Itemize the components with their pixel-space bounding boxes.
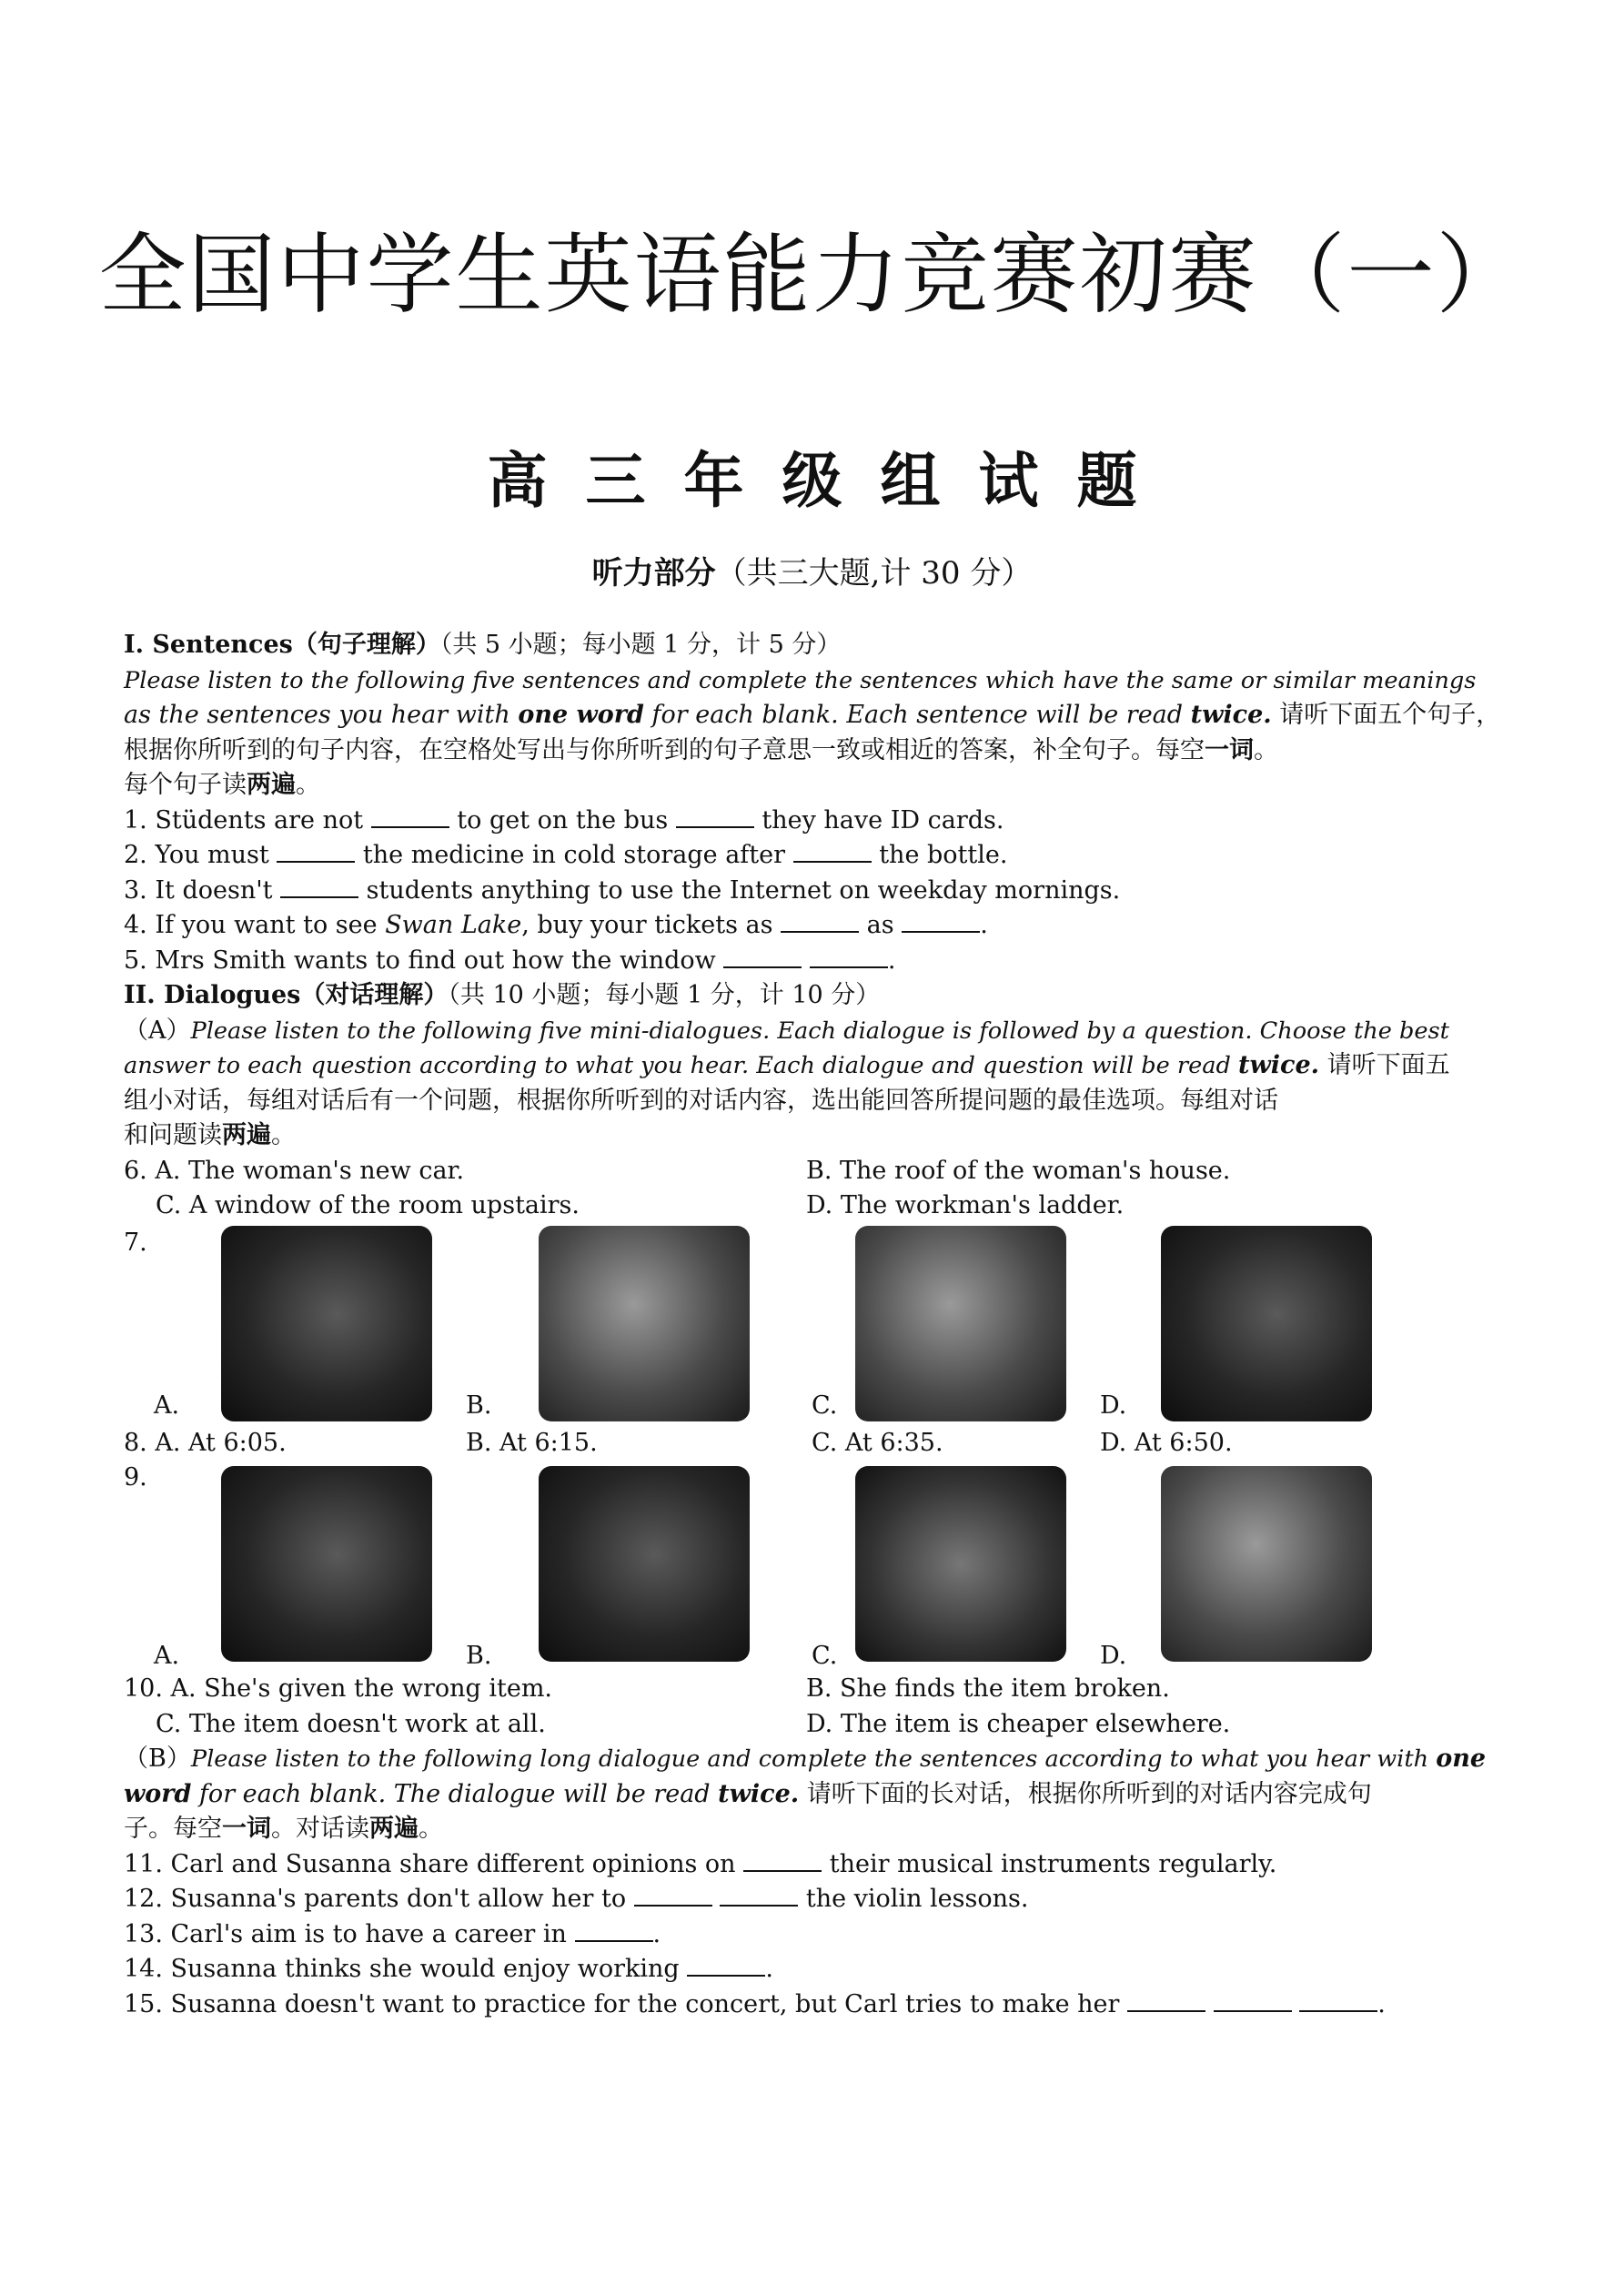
instr-text: answer to each question according to what you hear. Each dialogue and question will be read xyxy=(124,1052,1239,1079)
answer-blank[interactable] xyxy=(720,1883,798,1907)
instr-label: （A） xyxy=(124,1016,191,1045)
picture-9c[interactable] xyxy=(855,1466,1066,1662)
question-13 xyxy=(124,1917,1438,1953)
section1-instruction-line1: Please listen to the following five sentences and complete the sentences which have the same or similar meanings xyxy=(124,666,1477,694)
option-label-9d: D. xyxy=(1100,1641,1127,1670)
section2-heading-cn: （对话理解） xyxy=(300,981,449,1009)
answer-blank[interactable] xyxy=(1299,1988,1377,2012)
option-label-9a: A. xyxy=(154,1641,180,1670)
instr-cn-bold: 两遍 xyxy=(369,1815,419,1843)
option-10d[interactable]: D. The item is cheaper elsewhere. xyxy=(806,1709,1231,1738)
q-text: as xyxy=(859,911,903,939)
instr-text: for each blank. The dialogue will be read xyxy=(191,1779,719,1808)
section2a-instruction-line1 xyxy=(124,1014,1449,1049)
picture-9a[interactable] xyxy=(221,1466,432,1662)
instr-cn: 。对话读 xyxy=(271,1815,369,1843)
instr-cn: 根据你所听到的句子内容，在空格处写出与你所听到的句子意思一致或相近的答案，补全句子。每空 xyxy=(124,735,1205,764)
instr-cn: 。 xyxy=(1254,735,1278,764)
question-9-number: 9. xyxy=(124,1463,147,1492)
section1-heading-rest: （共 5 小题；每小题 1 分，计 5 分） xyxy=(439,631,842,659)
picture-7a[interactable] xyxy=(221,1226,432,1421)
q-text: they have ID cards. xyxy=(753,805,1004,834)
question-6-row1 xyxy=(124,1154,1438,1189)
answer-blank[interactable] xyxy=(902,909,980,933)
section1-instruction-line2 xyxy=(124,698,1501,733)
answer-blank[interactable] xyxy=(676,804,754,828)
main-title: 全国中学生英语能力竞赛初赛（一） xyxy=(98,224,1526,326)
picture-7b[interactable] xyxy=(539,1226,750,1421)
instr-bold: word xyxy=(124,1779,192,1808)
instr-cn: 。 xyxy=(419,1815,443,1843)
section2-heading xyxy=(124,978,1438,1014)
option-label-9c: C. xyxy=(812,1641,838,1670)
answer-blank[interactable] xyxy=(575,1918,653,1942)
q-text: , buy your tickets as xyxy=(521,911,782,939)
question-7-number: 7. xyxy=(124,1228,147,1257)
option-8d[interactable]: D. At 6:50. xyxy=(1100,1428,1233,1457)
section2-heading-en: II. Dialogues xyxy=(124,981,301,1009)
question-7-pictures xyxy=(124,1226,1438,1422)
option-6c[interactable]: C. A window of the room upstairs. xyxy=(156,1191,580,1219)
question-1 xyxy=(124,804,1438,839)
option-8c[interactable]: C. At 6:35. xyxy=(812,1428,943,1457)
question-9-pictures xyxy=(124,1461,1438,1672)
question-10-row2 xyxy=(124,1707,1438,1743)
q-text: 5. Mrs Smith wants to find out how the window xyxy=(124,946,724,975)
section2b-instruction-line3 xyxy=(124,1812,1438,1847)
q-text: . xyxy=(980,911,988,939)
section2a-instruction-line2 xyxy=(124,1048,1450,1084)
section2b-instruction-line1 xyxy=(124,1742,1487,1777)
picture-9d[interactable] xyxy=(1161,1466,1372,1662)
part-title-rest: （共三大题,计 30 分） xyxy=(715,555,1033,592)
q-text: students anything to use the Internet on weekday mornings. xyxy=(358,875,1121,905)
section1-heading xyxy=(124,628,1438,663)
instr-cn: 每个句子读 xyxy=(124,771,247,799)
q-text: 15. Susanna doesn't want to practice for the concert, but Carl tries to make her xyxy=(124,1989,1128,2018)
instr-text: Please listen to the following five mini-dialogues. Each dialogue is followed by a question. Choose the best xyxy=(190,1017,1449,1045)
q-text: 14. Susanna thinks she would enjoy working xyxy=(124,1955,688,1983)
answer-blank[interactable] xyxy=(277,839,355,863)
section2b-instruction-line2 xyxy=(124,1777,1438,1813)
instr-cn-bold: 一词 xyxy=(1205,735,1254,764)
q-text: their musical instruments regularly. xyxy=(822,1849,1277,1878)
option-label-7d: D. xyxy=(1100,1391,1127,1420)
q-text: . xyxy=(887,946,896,975)
answer-blank[interactable] xyxy=(1127,1988,1205,2012)
q-text: 1. Stüdents are not xyxy=(124,805,371,834)
instr-cn-bold: 两遍 xyxy=(247,771,296,799)
q-title-italic: Swan Lake xyxy=(385,911,522,939)
option-6d[interactable]: D. The workman's ladder. xyxy=(806,1191,1125,1219)
section1-heading-en: I. Sentences xyxy=(124,631,293,659)
question-10-row1 xyxy=(124,1672,1438,1707)
q-text: 4. If you want to see xyxy=(124,911,386,939)
option-8b[interactable]: B. At 6:15. xyxy=(466,1428,598,1457)
instr-cn: 请听下面五个句子， xyxy=(1271,701,1501,729)
section2a-instruction-line4 xyxy=(124,1118,1438,1154)
option-6b[interactable]: B. The roof of the woman's house. xyxy=(806,1156,1231,1185)
answer-blank[interactable] xyxy=(793,839,872,863)
instr-cn: 和问题读 xyxy=(124,1121,222,1149)
question-8 xyxy=(124,1426,1438,1462)
part-title xyxy=(0,555,1624,592)
q-text: . xyxy=(765,1955,773,1983)
section2-heading-rest: （共 10 小题；每小题 1 分，计 10 分） xyxy=(448,981,881,1009)
option-label-7a: A. xyxy=(154,1391,180,1420)
section1-instruction-line4 xyxy=(124,768,1438,804)
option-label-7b: B. xyxy=(466,1391,492,1420)
instr-text: as the sentences you hear with xyxy=(124,701,519,729)
question-2 xyxy=(124,838,1438,874)
answer-blank[interactable] xyxy=(723,945,802,968)
option-10b[interactable]: B. She finds the item broken. xyxy=(806,1674,1170,1703)
question-12 xyxy=(124,1882,1438,1917)
instr-cn-bold: 两遍 xyxy=(222,1121,271,1149)
instr-cn: 。 xyxy=(271,1121,296,1149)
q-text: the violin lessons. xyxy=(798,1885,1029,1913)
question-14 xyxy=(124,1952,1438,1988)
answer-blank[interactable] xyxy=(634,1883,712,1907)
q-text: 2. You must xyxy=(124,841,277,869)
instr-bold: one xyxy=(1436,1745,1487,1773)
section1-instruction-line3 xyxy=(124,733,1438,769)
answer-blank[interactable] xyxy=(687,1953,765,1977)
question-3 xyxy=(124,874,1438,909)
instr-text: Please listen to the following long dialogue and complete the sentences according to what you hear with xyxy=(190,1745,1437,1773)
picture-7c[interactable] xyxy=(855,1226,1066,1421)
instr-bold: twice. xyxy=(718,1779,800,1808)
q-text: 3. It doesn't xyxy=(124,875,281,905)
picture-9b[interactable] xyxy=(539,1466,750,1662)
instr-bold: twice. xyxy=(1190,701,1272,729)
instr-text: for each blank. Each sentence will be read xyxy=(643,701,1191,729)
answer-blank[interactable] xyxy=(371,804,449,828)
option-label-7c: C. xyxy=(812,1391,838,1420)
option-label-9b: B. xyxy=(466,1641,492,1670)
instr-cn: 请听下面五 xyxy=(1319,1051,1450,1079)
section1-heading-cn: （句子理解） xyxy=(292,631,440,659)
q-text: 11. Carl and Susanna share different opinions on xyxy=(124,1849,744,1878)
option-6a[interactable]: 6. A. The woman's new car. xyxy=(124,1156,465,1185)
sub-title: 高三年级组试题 xyxy=(487,445,1175,516)
instr-bold: one word xyxy=(518,701,644,729)
question-15 xyxy=(124,1988,1438,2023)
q-text: 13. Carl's aim is to have a career in xyxy=(124,1919,575,1948)
question-5 xyxy=(124,944,1438,979)
answer-blank[interactable] xyxy=(1214,1988,1292,2012)
q-text: . xyxy=(652,1919,661,1948)
instr-label: （B） xyxy=(124,1745,191,1773)
answer-blank[interactable] xyxy=(743,1848,822,1872)
option-10a[interactable]: 10. A. She's given the wrong item. xyxy=(124,1674,553,1703)
option-10c[interactable]: C. The item doesn't work at all. xyxy=(156,1709,546,1738)
answer-blank[interactable] xyxy=(781,909,859,933)
answer-blank[interactable] xyxy=(810,945,888,968)
instr-cn: 请听下面的长对话，根据你所听到的对话内容完成句 xyxy=(799,1779,1372,1808)
q-text: to get on the bus xyxy=(449,805,676,834)
question-6-row2 xyxy=(124,1188,1438,1224)
instr-bold: twice. xyxy=(1238,1051,1320,1079)
q-text: the medicine in cold storage after xyxy=(355,841,793,869)
q-text: . xyxy=(1377,1989,1386,2018)
question-11 xyxy=(124,1847,1438,1883)
section2a-instruction-line3: 组小对话，每组对话后有一个问题，根据你所听到的对话内容，选出能回答所提问题的最佳选项。每组对话 xyxy=(124,1086,1278,1115)
instr-cn-bold: 一词 xyxy=(222,1815,271,1843)
question-4 xyxy=(124,908,1438,944)
picture-7d[interactable] xyxy=(1161,1226,1372,1421)
exam-body xyxy=(124,628,1501,2022)
part-title-bold: 听力部分 xyxy=(591,555,716,592)
instr-cn: 子。每空 xyxy=(124,1815,222,1843)
answer-blank[interactable] xyxy=(280,875,358,898)
option-8a[interactable]: 8. A. At 6:05. xyxy=(124,1428,287,1457)
instr-cn: 。 xyxy=(296,771,320,799)
q-text: 12. Susanna's parents don't allow her to xyxy=(124,1885,634,1913)
q-text: the bottle. xyxy=(871,841,1008,869)
